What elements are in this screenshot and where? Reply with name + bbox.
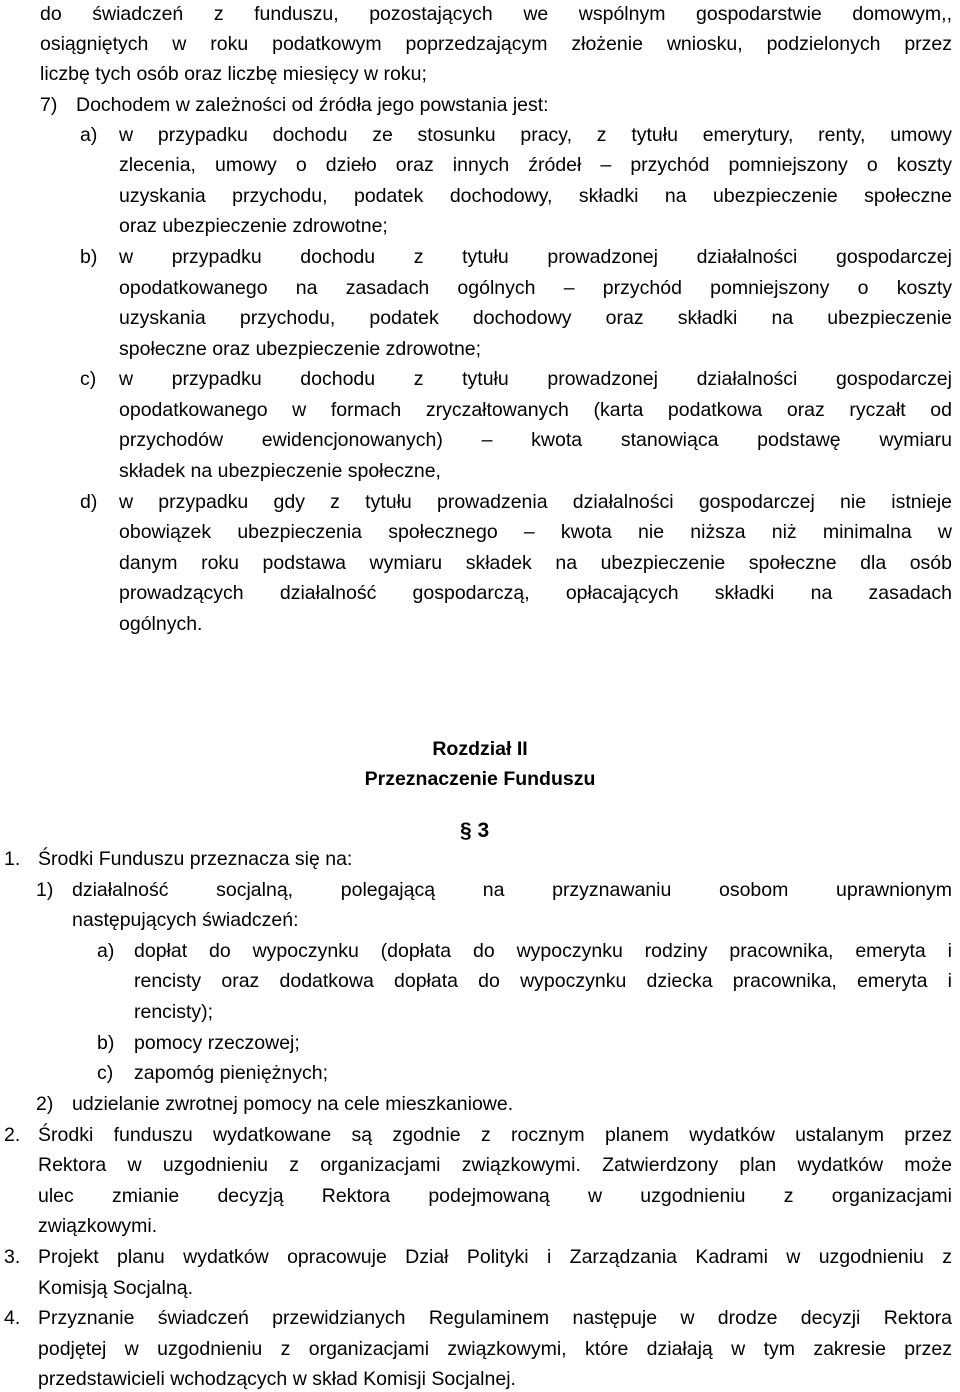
list-item-line: obowiązek ubezpieczenia społecznego – kwota nie niższa niż minimalna w: [119, 521, 952, 543]
list-item-line: Komisją Socjalną.: [38, 1277, 193, 1299]
list-label: 1): [36, 879, 54, 901]
list-item-line: związkowymi.: [38, 1215, 158, 1237]
list-item-line: opodatkowanego na zasadach ogólnych – przychód pomniejszony o koszty: [119, 277, 952, 299]
list-item-line: w przypadku dochodu z tytułu prowadzonej działalności gospodarczej: [119, 368, 952, 390]
section-mark: § 3: [460, 819, 490, 842]
list-item-line: ogólnych.: [119, 613, 203, 635]
list-item-line: przedstawicieli wchodzących w skład Komisji Socjalnej.: [38, 1368, 516, 1390]
list-label: c): [80, 368, 97, 390]
list-item-line: dopłat do wypoczynku (dopłata do wypoczynku rodziny pracownika, emeryta i: [134, 940, 952, 962]
list-item-line: zapomóg pieniężnych;: [134, 1062, 329, 1084]
list-label: 1.: [4, 848, 21, 870]
list-item-line: Przyznanie świadczeń przewidzianych Regulaminem następuje w drodze decyzji Rektora: [38, 1307, 952, 1329]
list-item-line: rencisty);: [134, 1001, 214, 1023]
list-item-line: przychodów ewidencjonowanych) – kwota stanowiąca podstawę wymiaru: [119, 429, 952, 451]
list-label: b): [80, 246, 98, 268]
list-item-line: Środki funduszu wydatkowane są zgodnie z rocznym planem wydatków ustalanym przez: [38, 1124, 952, 1146]
paragraph-line: osiągniętych w roku podatkowym poprzedzającym złożenie wniosku, podzielonych przez: [40, 33, 952, 55]
list-item-line: uzyskania przychodu, podatek dochodowy, składki na ubezpieczenie społeczne: [119, 185, 952, 207]
list-item-line: działalność socjalną, polegającą na przyznawaniu osobom uprawnionym: [72, 879, 952, 901]
list-item-line: w przypadku dochodu ze stosunku pracy, z tytułu emerytury, renty, umowy: [119, 124, 952, 146]
chapter-number: Rozdział II: [432, 738, 528, 760]
list-item-line: prowadzących działalność gospodarczą, opłacających składki na zasadach: [119, 582, 952, 604]
list-item-text: Środki Funduszu przeznacza się na:: [38, 848, 353, 870]
list-item-line: w przypadku gdy z tytułu prowadzenia działalności gospodarczej nie istnieje: [119, 491, 952, 513]
list-label: 7): [40, 94, 58, 116]
list-label: a): [97, 940, 115, 962]
chapter-title: Przeznaczenie Funduszu: [364, 768, 596, 790]
list-item-line: opodatkowanego w formach zryczałtowanych (karta podatkowa oraz ryczałt od: [119, 399, 952, 421]
list-item-line: społeczne oraz ubezpieczenie zdrowotne;: [119, 338, 482, 360]
list-label: c): [97, 1062, 114, 1084]
list-item-line: w przypadku dochodu z tytułu prowadzonej działalności gospodarczej: [119, 246, 952, 268]
list-item-line: składek na ubezpieczenie społeczne,: [119, 460, 441, 482]
list-label: d): [80, 491, 98, 513]
list-item-line: oraz ubezpieczenie zdrowotne;: [119, 215, 388, 237]
list-item-line: ulec zmianie decyzją Rektora podejmowaną w uzgodnieniu z organizacjami: [38, 1185, 952, 1207]
list-item-line: rencisty oraz dodatkowa dopłata do wypoczynku dziecka pracownika, emeryta i: [134, 970, 952, 992]
paragraph-line: liczbę tych osób oraz liczbę miesięcy w roku;: [40, 63, 427, 85]
list-label: b): [97, 1032, 115, 1054]
list-label: 3.: [4, 1246, 21, 1268]
list-item-line: następujących świadczeń:: [72, 909, 299, 931]
list-item-text: Dochodem w zależności od źródła jego powstania jest:: [76, 94, 549, 116]
list-item-line: pomocy rzeczowej;: [134, 1032, 300, 1054]
list-label: 2.: [4, 1124, 21, 1146]
list-item-line: udzielanie zwrotnej pomocy na cele mieszkaniowe.: [72, 1093, 514, 1115]
list-item-line: podjętej w uzgodnieniu z organizacjami związkowymi, które działają w tym zakresie przez: [38, 1338, 952, 1360]
list-label: a): [80, 124, 98, 146]
list-item-line: zlecenia, umowy o dzieło oraz innych źródeł – przychód pomniejszony o koszty: [119, 154, 952, 176]
list-label: 4.: [4, 1307, 21, 1329]
list-label: 2): [36, 1093, 54, 1115]
list-item-line: uzyskania przychodu, podatek dochodowy oraz składki na ubezpieczenie: [119, 307, 952, 329]
list-item-line: Projekt planu wydatków opracowuje Dział Polityki i Zarządzania Kadrami w uzgodnieniu z: [38, 1246, 952, 1268]
paragraph-line: do świadczeń z funduszu, pozostających we wspólnym gospodarstwie domowym,,: [40, 3, 952, 25]
list-item-line: Rektora w uzgodnieniu z organizacjami związkowymi. Zatwierdzony plan wydatków może: [38, 1154, 952, 1176]
list-item-line: danym roku podstawa wymiaru składek na ubezpieczenie społeczne dla osób: [119, 552, 952, 574]
